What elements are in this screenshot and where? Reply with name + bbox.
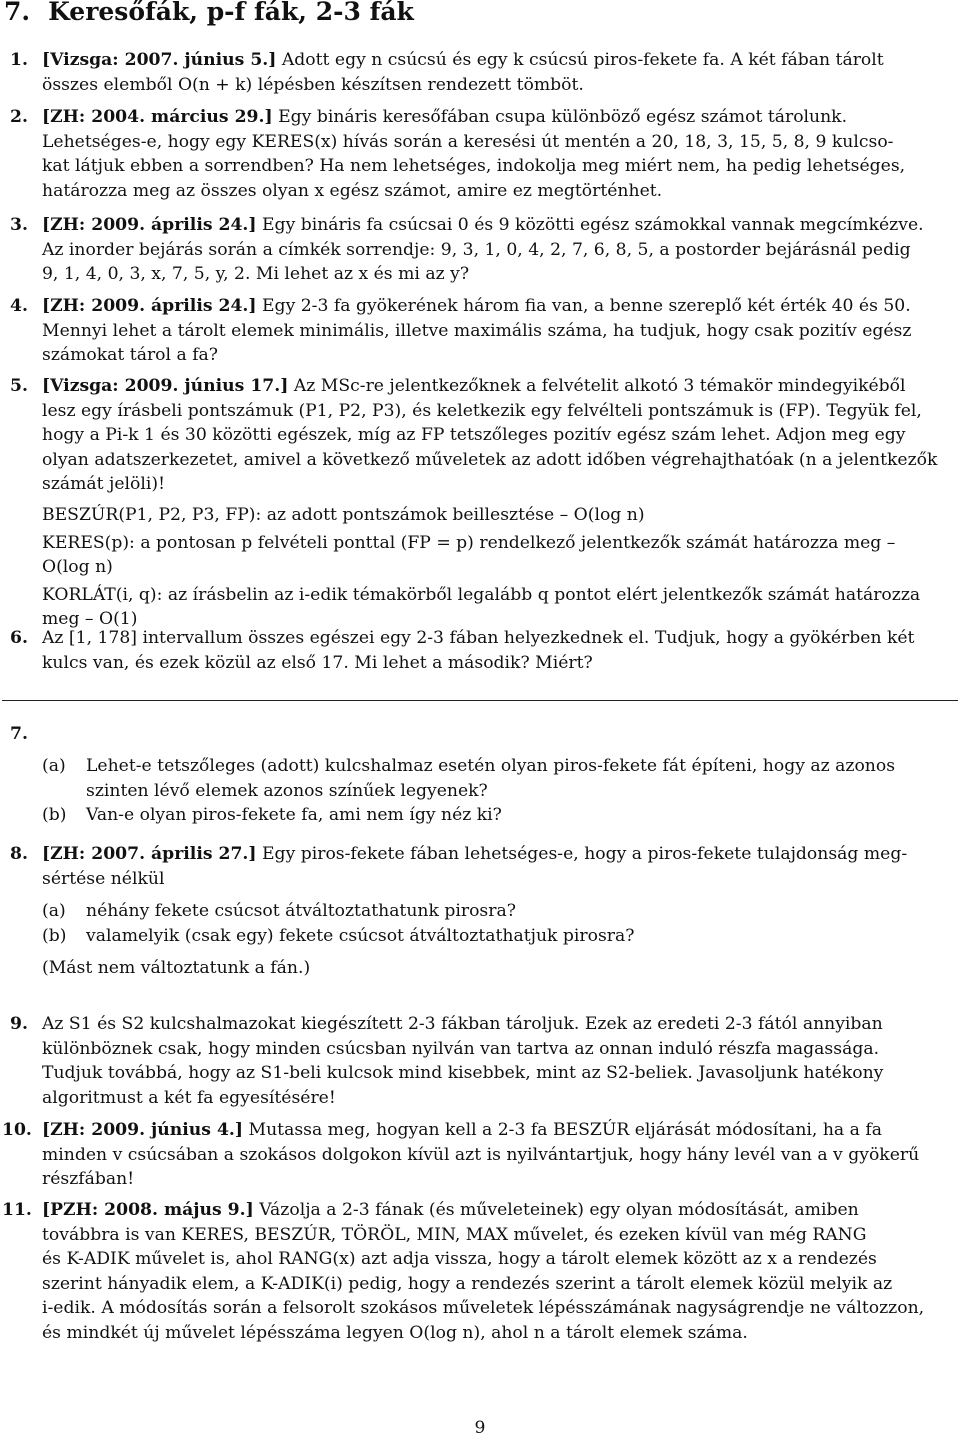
problem-line: minden v csúcsában a szokásos dolgokon kívül azt is nyilvántartjuk, hogy hány levél van a v gyökerű bbox=[42, 1144, 920, 1165]
problem-text bbox=[42, 213, 958, 238]
problem-number: 7. bbox=[10, 724, 28, 744]
problem-number: 11. bbox=[2, 1200, 32, 1220]
problem-6 bbox=[10, 626, 958, 675]
problem-number: 8. bbox=[10, 844, 28, 864]
problem-line: szinten lévő elemek azonos színűek legyenek? bbox=[86, 780, 488, 801]
problem-source: [ZH: 2007. április 27.] bbox=[42, 844, 257, 864]
problem-line: Egy bináris fa csúcsai 0 és 9 közötti egész számokkal vannak megcímkézve. bbox=[262, 215, 924, 235]
problem-line: különböznek csak, hogy minden csúcsban nyilván van tartva az onnan induló részfa magassága. bbox=[42, 1038, 880, 1059]
problem-line: Tudjuk továbbá, hogy az S1-beli kulcsok mind kisebbek, mint az S2-beliek. Javasoljunk hatékony bbox=[42, 1063, 884, 1084]
operation-keres-cost: O(log n) bbox=[42, 557, 113, 578]
problem-line: hogy a Pi-k 1 és 30 közötti egészek, míg az FP tetszőleges pozitív egész szám lehet. Adjon meg egy bbox=[42, 425, 906, 446]
problem-source: [ZH: 2009. június 4.] bbox=[42, 1120, 244, 1140]
problem-line: valamelyik (csak egy) fekete csúcsot átváltoztathatjuk pirosra? bbox=[86, 925, 635, 946]
subquestion-b bbox=[42, 924, 958, 949]
problem-11 bbox=[2, 1198, 958, 1346]
problem-line: Mutassa meg, hogyan kell a 2-3 fa BESZÚR eljárását módosítani, ha a fa bbox=[248, 1120, 882, 1140]
problem-number: 9. bbox=[10, 1014, 28, 1034]
problem-number: 6. bbox=[10, 628, 28, 648]
operation-korlat-cost: meg – O(1) bbox=[42, 609, 138, 630]
problem-7 bbox=[10, 722, 958, 828]
problem-line: határozza meg az összes olyan x egész számot, amire ez megtörténhet. bbox=[42, 180, 663, 201]
problem-source: [Vizsga: 2007. június 5.] bbox=[42, 50, 277, 70]
problem-line: algoritmust a két fa egyesítésére! bbox=[42, 1087, 336, 1108]
subquestion-label: (b) bbox=[42, 925, 67, 946]
subquestion-a bbox=[42, 899, 958, 924]
problem-source: [Vizsga: 2009. június 17.] bbox=[42, 376, 289, 396]
problem-text bbox=[42, 1118, 958, 1143]
problem-line: Az [1, 178] intervallum összes egészei egy 2-3 fában helyezkednek el. Tudjuk, hogy a gyökérben két bbox=[42, 628, 915, 648]
problem-line: Egy piros-fekete fában lehetséges-e, hogy a piros-fekete tulajdonság meg- bbox=[262, 844, 908, 864]
problem-note: (Mást nem változtatunk a fán.) bbox=[42, 958, 311, 979]
problem-line: Az S1 és S2 kulcshalmazokat kiegészített 2-3 fákban tároljuk. Ezek az eredeti 2-3 fától annyiban bbox=[42, 1014, 883, 1034]
subquestion-label: (a) bbox=[42, 756, 66, 776]
problem-line: 9, 1, 4, 0, 3, x, 7, 5, y, 2. Mi lehet az x és mi az y? bbox=[42, 264, 470, 285]
problem-source: [ZH: 2009. április 24.] bbox=[42, 296, 257, 316]
problem-number: 1. bbox=[10, 50, 28, 70]
section-title: Keresőfák, p-f fák, 2-3 fák bbox=[48, 0, 414, 26]
section-number: 7. bbox=[4, 0, 31, 26]
problem-text bbox=[42, 105, 958, 130]
section-divider bbox=[2, 700, 958, 701]
problem-line: Lehetséges-e, hogy egy KERES(x) hívás során a keresési út mentén a 20, 18, 3, 15, 5, 8, 9 kulcso- bbox=[42, 131, 894, 152]
page-number: 9 bbox=[474, 1418, 486, 1438]
problem-line: Egy 2-3 fa gyökerének három fia van, a benne szereplő két érték 40 és 50. bbox=[262, 296, 911, 316]
subquestion-label: (a) bbox=[42, 901, 66, 922]
problem-line: lesz egy írásbeli pontszámuk (P1, P2, P3), és keletkezik egy felvélteli pontszámuk is (FP). Tegyük fel, bbox=[42, 400, 922, 421]
subquestion-label: (b) bbox=[42, 805, 67, 826]
problem-line: és mindkét új művelet lépésszáma legyen O(log n), ahol n a tárolt elemek száma. bbox=[42, 1322, 748, 1343]
problem-2 bbox=[10, 105, 958, 203]
problem-line: részfában! bbox=[42, 1169, 135, 1190]
problem-line: Egy bináris keresőfában csupa különböző egész számot tárolunk. bbox=[278, 107, 848, 127]
problem-line: Adott egy n csúcsú és egy k csúcsú piros-fekete fa. A két fában tárolt bbox=[281, 50, 884, 70]
problem-text bbox=[42, 842, 958, 867]
problem-line: Van-e olyan piros-fekete fa, ami nem így néz ki? bbox=[86, 805, 502, 826]
problem-line: Vázolja a 2-3 fának (és műveleteinek) egy olyan módosítását, amiben bbox=[259, 1200, 859, 1220]
problem-text bbox=[42, 1198, 958, 1223]
problem-line: Mennyi lehet a tárolt elemek minimális, illetve maximális száma, ha tudjuk, hogy csak pozitív egész bbox=[42, 320, 912, 341]
problem-line: összes elemből O(n + k) lépésben készítsen rendezett tömböt. bbox=[42, 74, 584, 95]
problem-1 bbox=[10, 48, 958, 97]
problem-9 bbox=[10, 1012, 958, 1110]
problem-source: [PZH: 2008. május 9.] bbox=[42, 1200, 254, 1220]
problem-line: néhány fekete csúcsot átváltoztathatunk pirosra? bbox=[86, 901, 516, 922]
problem-line: számokat tárol a fa? bbox=[42, 345, 219, 366]
subquestion-a bbox=[42, 754, 958, 803]
problem-line: Az inorder bejárás során a címkék sorrendje: 9, 3, 1, 0, 4, 2, 7, 6, 8, 5, a postorder bejárásnál pedig bbox=[42, 239, 911, 260]
problem-source: [ZH: 2004. március 29.] bbox=[42, 107, 273, 127]
problem-5 bbox=[10, 374, 958, 632]
problem-line: Az MSc-re jelentkezőknek a felvételit alkotó 3 témakör mindegyikéből bbox=[293, 376, 906, 396]
problem-line: i-edik. A módosítás során a felsorolt szokásos műveletek lépésszámának nagyságrendje ne változzon, bbox=[42, 1298, 925, 1319]
operation-beszur: BESZÚR(P1, P2, P3, FP): az adott pontszámok beillesztése – O(log n) bbox=[42, 504, 645, 525]
problem-3 bbox=[10, 213, 958, 287]
problem-number: 4. bbox=[10, 296, 28, 316]
problem-line: szerint hányadik elem, a K-ADIK(i) pedig, hogy a rendezés szerint a tárolt elemek közül melyik az bbox=[42, 1273, 893, 1294]
problem-8 bbox=[10, 842, 958, 981]
problem-10 bbox=[2, 1118, 958, 1192]
problem-text bbox=[42, 294, 958, 319]
problem-line: olyan adatszerkezetet, amivel a következő műveletek az adott időben végrehajthatóak (n a jelentkezők bbox=[42, 449, 938, 470]
problem-text bbox=[42, 374, 958, 399]
problem-source: [ZH: 2009. április 24.] bbox=[42, 215, 257, 235]
section-heading bbox=[4, 0, 414, 28]
problem-line: továbbra is van KERES, BESZÚR, TÖRÖL, MIN, MAX művelet, és ezeken kívül van még RANG bbox=[42, 1224, 867, 1245]
subquestion-b bbox=[42, 803, 958, 828]
problem-line: sértése nélkül bbox=[42, 868, 165, 889]
operation-korlat: KORLÁT(i, q): az írásbelin az i-edik témakörből legalább q pontot elért jelentkezők számát határozza bbox=[42, 584, 921, 605]
problem-number: 3. bbox=[10, 215, 28, 235]
problem-line: és K-ADIK művelet is, ahol RANG(x) azt adja vissza, hogy a tárolt elemek között az x a rendezés bbox=[42, 1249, 877, 1270]
problem-text bbox=[42, 48, 958, 73]
problem-4 bbox=[10, 294, 958, 368]
problem-number: 10. bbox=[2, 1120, 32, 1140]
problem-line: Lehet-e tetszőleges (adott) kulcshalmaz esetén olyan piros-fekete fát építeni, hogy az azonos bbox=[86, 756, 896, 776]
problem-line: kat látjuk ebben a sorrendben? Ha nem lehetséges, indokolja meg miért nem, ha pedig lehetséges, bbox=[42, 156, 906, 177]
problem-number: 5. bbox=[10, 376, 28, 396]
problem-number: 2. bbox=[10, 107, 28, 127]
problem-line: kulcs van, és ezek közül az első 17. Mi lehet a második? Miért? bbox=[42, 652, 593, 673]
operation-keres: KERES(p): a pontosan p felvételi ponttal (FP = p) rendelkező jelentkezők számát határozza meg – bbox=[42, 532, 896, 553]
problem-line: számát jelöli)! bbox=[42, 474, 165, 495]
